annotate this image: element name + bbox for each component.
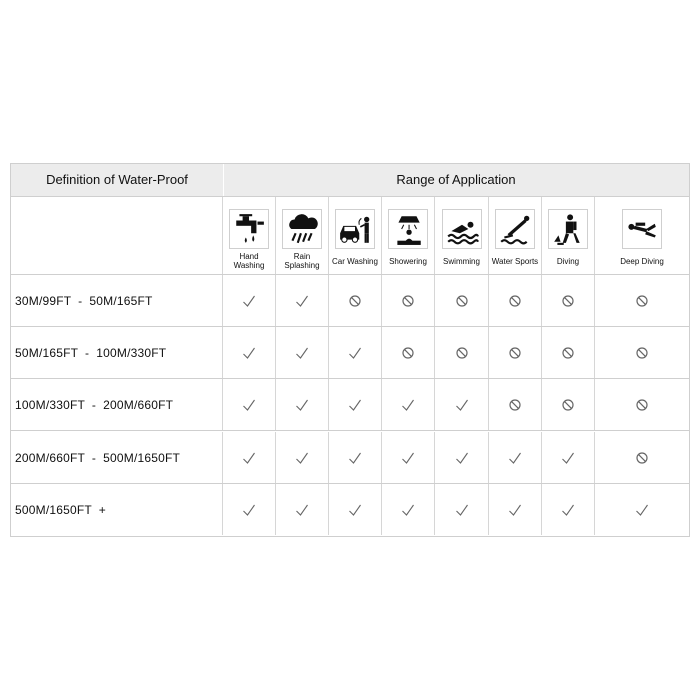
- prohibited-icon: [635, 451, 649, 465]
- prohibited-icon: [561, 346, 575, 360]
- depth-rating-label: 200M/660FT - 500M/1650FT: [11, 432, 223, 483]
- suitability-cell: [223, 432, 276, 483]
- activity-label: Swimming: [443, 256, 480, 266]
- suitability-cell: [223, 484, 276, 535]
- swimmer-icon: [442, 209, 482, 249]
- suitability-cell: [276, 484, 329, 535]
- activity-header-cell: [542, 197, 595, 274]
- prohibited-icon: [635, 294, 649, 308]
- blank-corner-cell: [11, 197, 223, 274]
- activity-header-cell: [276, 197, 329, 274]
- suitability-cell: [542, 484, 595, 535]
- suitability-cell: [382, 327, 435, 378]
- checkmark-icon: [348, 346, 362, 360]
- prohibited-icon: [401, 294, 415, 308]
- checkmark-icon: [242, 503, 256, 517]
- checkmark-icon: [561, 503, 575, 517]
- depth-rating-label: 500M/1650FT +: [11, 484, 223, 535]
- table-header-row: [11, 164, 689, 197]
- suitability-cell: [595, 379, 689, 430]
- checkmark-icon: [242, 346, 256, 360]
- suitability-cell: [435, 379, 489, 430]
- shower-icon: [388, 209, 428, 249]
- activity-header-cell: [595, 197, 689, 274]
- activity-header-cell: [435, 197, 489, 274]
- prohibited-icon: [635, 346, 649, 360]
- suitability-cell: [595, 432, 689, 483]
- activity-label: Deep Diving: [620, 256, 664, 266]
- waterproof-table: [10, 163, 690, 537]
- checkmark-icon: [295, 346, 309, 360]
- suitability-cell: [595, 327, 689, 378]
- suitability-cell: [276, 275, 329, 326]
- activity-label: Car Washing: [332, 256, 378, 266]
- suitability-cell: [329, 379, 382, 430]
- suitability-cell: [489, 379, 542, 430]
- suitability-cell: [223, 379, 276, 430]
- suitability-cell: [329, 432, 382, 483]
- table-row: [11, 484, 689, 536]
- suitability-cell: [329, 275, 382, 326]
- depth-rating-label: 100M/330FT - 200M/660FT: [11, 379, 223, 430]
- checkmark-icon: [242, 294, 256, 308]
- checkmark-icon: [242, 398, 256, 412]
- prohibited-icon: [508, 294, 522, 308]
- checkmark-icon: [455, 398, 469, 412]
- deep-diver-icon: [622, 209, 662, 249]
- checkmark-icon: [401, 451, 415, 465]
- suitability-cell: [329, 327, 382, 378]
- suitability-cell: [223, 327, 276, 378]
- checkmark-icon: [508, 503, 522, 517]
- checkmark-icon: [455, 451, 469, 465]
- activity-header-cell: [329, 197, 382, 274]
- table-row: [11, 379, 689, 431]
- checkmark-icon: [561, 451, 575, 465]
- activity-header-cell: [382, 197, 435, 274]
- depth-rating-label: 50M/165FT - 100M/330FT: [11, 327, 223, 378]
- checkmark-icon: [401, 398, 415, 412]
- prohibited-icon: [455, 294, 469, 308]
- activity-label: Water Sports: [491, 256, 539, 266]
- suitability-cell: [489, 432, 542, 483]
- suitability-cell: [595, 275, 689, 326]
- header-range-of-application: Range of Application: [396, 172, 516, 187]
- depth-rating-label: 30M/99FT - 50M/165FT: [11, 275, 223, 326]
- car-washing-icon: [335, 209, 375, 249]
- suitability-cell: [329, 484, 382, 535]
- suitability-cell: [435, 432, 489, 483]
- water-sports-icon: [495, 209, 535, 249]
- header-definition: Definition of Water-Proof: [11, 164, 224, 196]
- checkmark-icon: [348, 451, 362, 465]
- suitability-cell: [223, 275, 276, 326]
- suitability-cell: [542, 275, 595, 326]
- activity-header-cell: [223, 197, 276, 274]
- checkmark-icon: [508, 451, 522, 465]
- suitability-cell: [435, 275, 489, 326]
- suitability-cell: [489, 327, 542, 378]
- suitability-cell: [489, 275, 542, 326]
- checkmark-icon: [348, 398, 362, 412]
- suitability-cell: [276, 327, 329, 378]
- checkmark-icon: [635, 503, 649, 517]
- suitability-cell: [382, 275, 435, 326]
- activity-icon-row: [11, 197, 689, 275]
- suitability-cell: [542, 432, 595, 483]
- suitability-cell: [435, 484, 489, 535]
- table-row: [11, 327, 689, 379]
- activity-label: Hand Washing: [233, 252, 265, 270]
- table-row: [11, 432, 689, 484]
- suitability-cell: [595, 484, 689, 535]
- suitability-cell: [382, 484, 435, 535]
- checkmark-icon: [242, 451, 256, 465]
- prohibited-icon: [508, 398, 522, 412]
- diver-icon: [548, 209, 588, 249]
- table-row: [11, 275, 689, 327]
- checkmark-icon: [295, 451, 309, 465]
- prohibited-icon: [635, 398, 649, 412]
- checkmark-icon: [348, 503, 362, 517]
- prohibited-icon: [508, 346, 522, 360]
- suitability-cell: [276, 432, 329, 483]
- prohibited-icon: [561, 398, 575, 412]
- faucet-icon: [229, 209, 269, 249]
- suitability-cell: [542, 327, 595, 378]
- prohibited-icon: [455, 346, 469, 360]
- prohibited-icon: [401, 346, 415, 360]
- rain-cloud-icon: [282, 209, 322, 249]
- suitability-cell: [435, 327, 489, 378]
- activity-label: Diving: [556, 256, 580, 266]
- suitability-cell: [382, 432, 435, 483]
- activity-label: Showering: [389, 256, 427, 266]
- suitability-cell: [542, 379, 595, 430]
- checkmark-icon: [295, 398, 309, 412]
- checkmark-icon: [295, 294, 309, 308]
- suitability-cell: [489, 484, 542, 535]
- checkmark-icon: [401, 503, 415, 517]
- suitability-cell: [382, 379, 435, 430]
- suitability-cell: [276, 379, 329, 430]
- activity-header-cell: [489, 197, 542, 274]
- checkmark-icon: [295, 503, 309, 517]
- prohibited-icon: [561, 294, 575, 308]
- activity-label: Rain Splashing: [284, 252, 320, 270]
- checkmark-icon: [455, 503, 469, 517]
- prohibited-icon: [348, 294, 362, 308]
